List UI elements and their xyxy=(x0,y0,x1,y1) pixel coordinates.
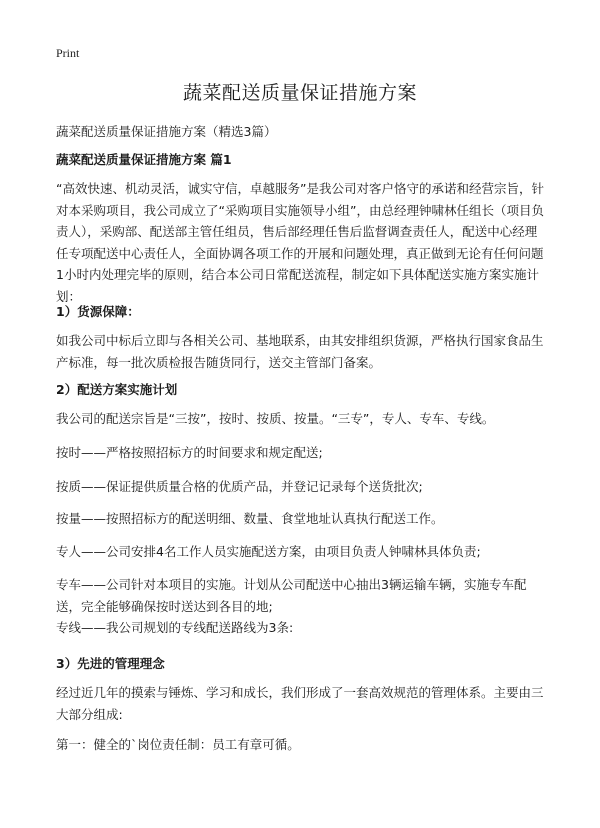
page-title: 蔬菜配送质量保证措施方案 xyxy=(182,82,417,104)
paragraph-on-quality: 按质——保证提供质量合格的优质产品，并登记记录每个送货批次; xyxy=(56,479,423,494)
document-subtitle: 蔬菜配送质量保证措施方案（精选3篇） xyxy=(56,124,277,139)
paragraph-dedicated-route: 专线——我公司规划的专线配送路线为3条: xyxy=(56,620,294,635)
paragraph-responsibility: 第一：健全的`岗位责任制：员工有章可循。 xyxy=(56,737,300,752)
heading-management: 3）先进的管理理念 xyxy=(56,656,165,671)
paragraph-on-quantity: 按量——按照招标方的配送明细、数量、食堂地址认真执行配送工作。 xyxy=(56,511,444,526)
paragraph-dedicated-vehicle: 专车——公司针对本项目的实施。计划从公司配送中心抽出3辆运输车辆，实施专车配送，完全能够确保按时送达到各目的地; xyxy=(56,577,527,614)
paragraph-dedicated-staff: 专人——公司安排4名工作人员实施配送方案，由项目负责人钟啸林具体负责; xyxy=(56,544,481,559)
section-title: 蔬菜配送质量保证措施方案 篇1 xyxy=(56,152,232,167)
heading-delivery-plan: 2）配送方案实施计划 xyxy=(56,382,178,397)
paragraph-delivery-principle: 我公司的配送宗旨是“三按”，按时、按质、按量。“三专”，专人、专车、专线。 xyxy=(56,411,495,426)
paragraph-supply: 如我公司中标后立即与各相关公司、基地联系，由其安排组织货源，严格执行国家食品生产标准，每一批次质检报告随货同行，送交主管部门备案。 xyxy=(56,333,544,370)
intro-paragraph: “高效快速、机动灵活，诚实守信，卓越服务”是我公司对客户恪守的承诺和经营宗旨，针对本采购项目，我公司成立了“采购项目实施领导小组”，由总经理钟啸林任组长（项目负责人），采购部、配送部主管任组员，售后部经理任售后监督调查责任人，配送中心经理任专项配送中心责任人，全面协调各项工作的开展和问题处理，真正做到无论有任何问题1小时内处理完毕的原则，结合本公司日常配送流程，制定如下具体配送实施方案实施计划： xyxy=(56,181,544,304)
print-label: Print xyxy=(56,46,80,60)
paragraph-management: 经过近几年的摸索与锤炼、学习和成长，我们形成了一套高效规范的管理体系。主要由三大部分组成: xyxy=(56,685,544,722)
heading-supply: 1）货源保障： xyxy=(56,304,140,319)
paragraph-on-time: 按时——严格按照招标方的时间要求和规定配送; xyxy=(56,445,323,460)
